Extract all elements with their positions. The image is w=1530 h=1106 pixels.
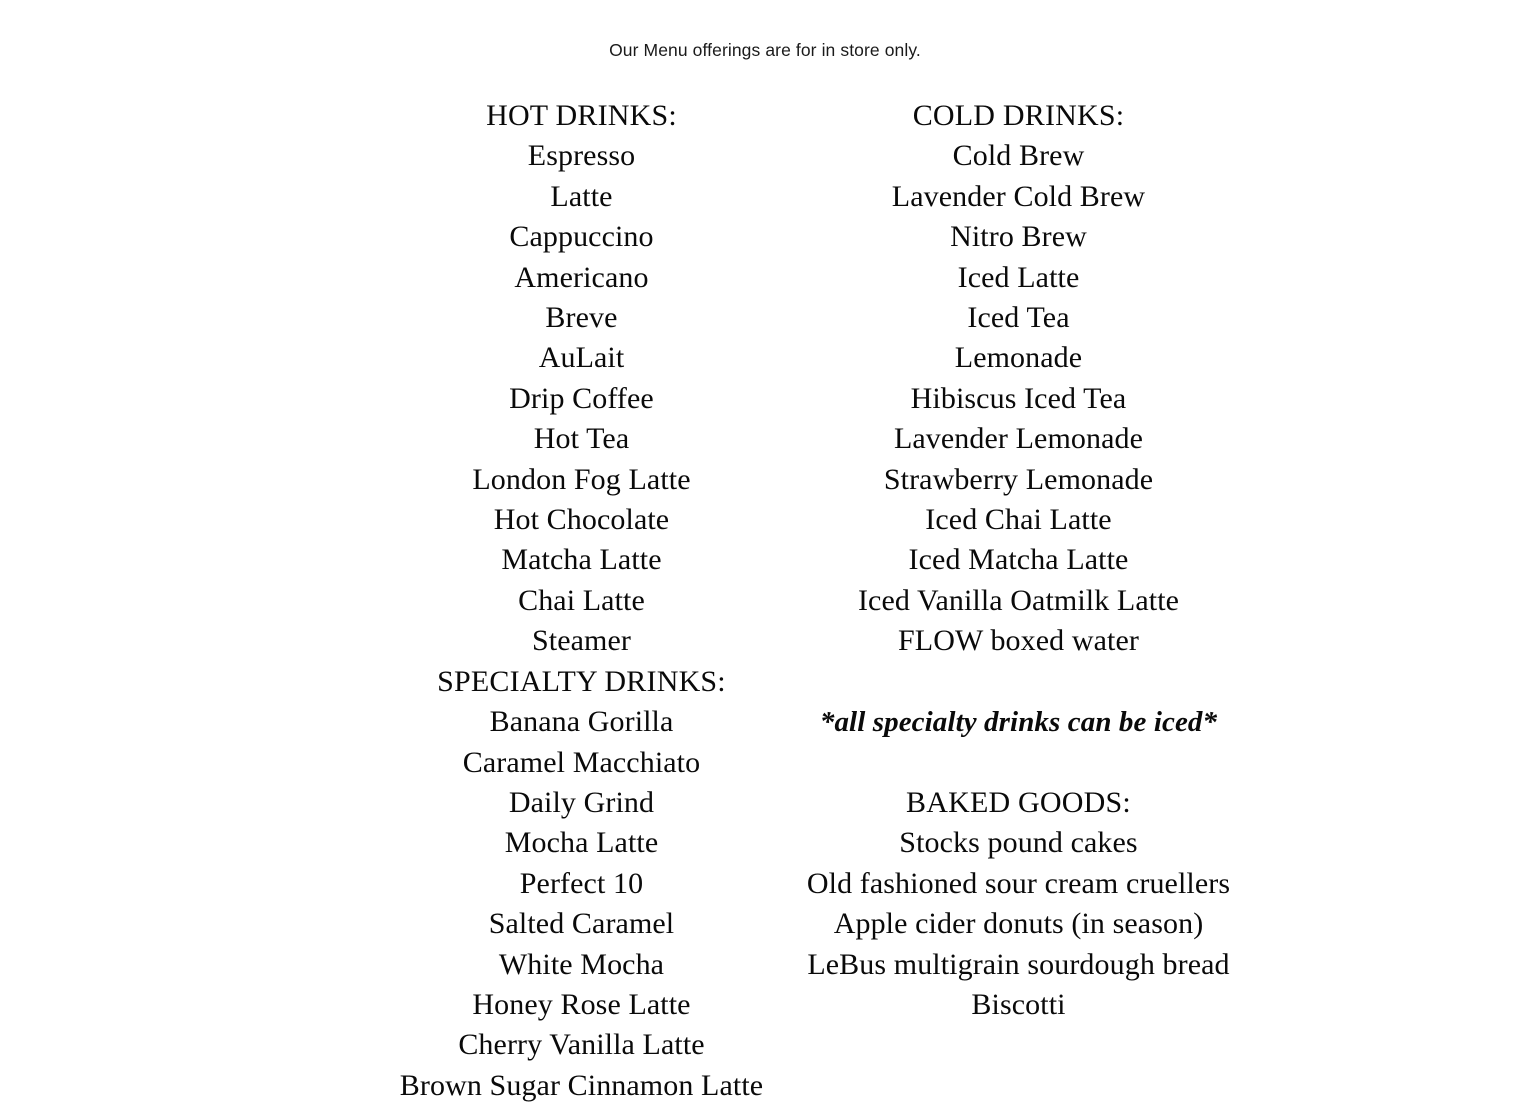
menu-item: Cappuccino [509, 220, 654, 254]
menu-item: LeBus multigrain sourdough bread [807, 947, 1230, 981]
menu-item: Steamer [532, 624, 631, 658]
menu-item: White Mocha [498, 947, 665, 981]
menu-item: Americano [514, 260, 649, 294]
menu-item: Lemonade [954, 341, 1083, 375]
menu-item: AuLait [538, 341, 625, 375]
menu-item: Honey Rose Latte [472, 987, 691, 1021]
menu-item: Lavender Cold Brew [891, 179, 1146, 213]
menu-column-right [800, 96, 1237, 1025]
menu-item: Breve [545, 301, 618, 335]
section-heading-cold-drinks: COLD DRINKS: [912, 99, 1125, 132]
menu-column-left [363, 96, 800, 1106]
menu-item: Iced Tea [967, 301, 1070, 335]
menu-item: Apple cider donuts (in season) [833, 907, 1204, 941]
menu-item: Matcha Latte [501, 543, 662, 577]
menu-item: London Fog Latte [472, 462, 691, 496]
menu-item: Daily Grind [508, 785, 655, 819]
menu-item: FLOW boxed water [898, 624, 1139, 658]
section-heading-specialty-drinks: SPECIALTY DRINKS: [437, 664, 726, 698]
menu-item: Iced Chai Latte [925, 503, 1112, 537]
menu-item: Perfect 10 [519, 866, 644, 900]
menu-item: Strawberry Lemonade [883, 462, 1154, 496]
specialty-drinks-iced-note: *all specialty drinks can be iced* [819, 706, 1218, 739]
menu-item: Caramel Macchiato [462, 745, 701, 779]
menu-item: Mocha Latte [504, 826, 659, 860]
menu-item: Chai Latte [518, 583, 645, 617]
menu-item: Old fashioned sour cream cruellers [806, 866, 1231, 900]
menu-columns [0, 96, 1530, 1106]
section-spacer [800, 742, 1237, 782]
menu-item: Biscotti [971, 987, 1066, 1021]
menu-item: Iced Vanilla Oatmilk Latte [857, 583, 1180, 617]
menu-item: Stocks pound cakes [899, 826, 1138, 860]
menu-item: Drip Coffee [509, 381, 654, 415]
menu-item: Cold Brew [952, 139, 1085, 173]
section-heading-baked-goods: BAKED GOODS: [906, 785, 1131, 819]
menu-item: Banana Gorilla [489, 705, 674, 739]
menu-item: Espresso [527, 139, 636, 173]
section-heading-hot-drinks: HOT DRINKS: [486, 99, 677, 132]
section-spacer [800, 662, 1237, 702]
menu-item: Brown Sugar Cinnamon Latte [399, 1068, 764, 1102]
menu-item: Iced Latte [957, 260, 1080, 294]
menu-item: Lavender Lemonade [893, 422, 1144, 456]
menu-item: Hot Chocolate [493, 503, 670, 537]
menu-item: Cherry Vanilla Latte [458, 1028, 705, 1062]
menu-item: Hot Tea [533, 422, 630, 456]
store-only-notice: Our Menu offerings are for in store only. [609, 40, 921, 60]
menu-item: Nitro Brew [950, 220, 1087, 254]
menu-item: Salted Caramel [488, 907, 675, 941]
menu-item: Iced Matcha Latte [908, 543, 1129, 577]
menu-item: Latte [550, 179, 613, 213]
menu-item: Hibiscus Iced Tea [910, 381, 1127, 415]
